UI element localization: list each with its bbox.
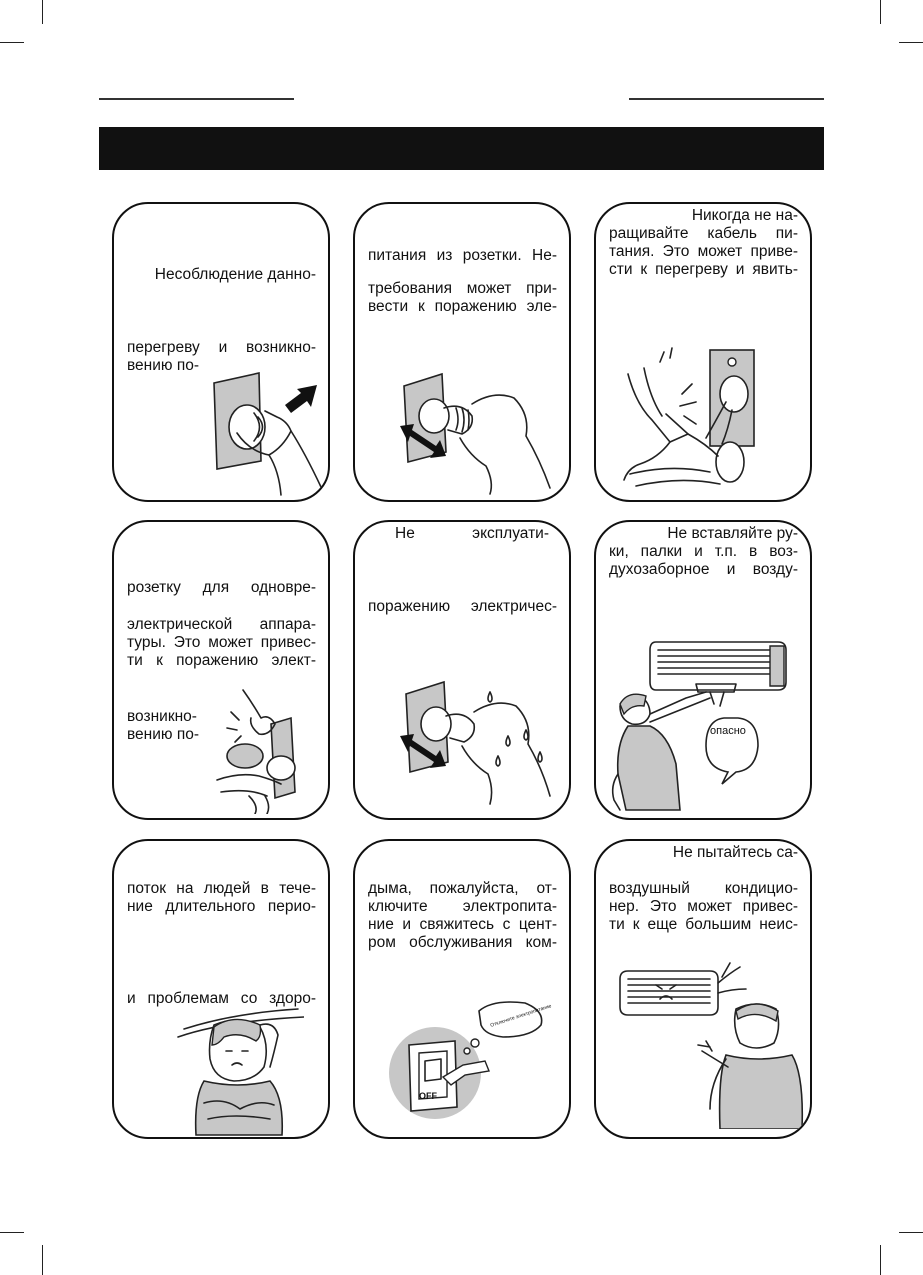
card-text-line: вению по-	[127, 357, 200, 374]
plug-insert-illustration	[209, 369, 329, 499]
warning-card-9	[594, 839, 812, 1139]
card-text-line: ки, палки и т.п. в воз-	[609, 543, 798, 560]
card-text-line: туры. Это может привес-	[127, 634, 316, 651]
warning-card-7	[112, 839, 330, 1139]
switch-off-label: OFF	[419, 1091, 437, 1101]
card-text-line: воздушный кондицио-	[609, 880, 798, 897]
card-text-line: вению по-	[127, 726, 200, 743]
crop-mark	[0, 42, 24, 43]
card-text-line: сти к перегреву и явить-	[609, 261, 798, 278]
card-text-line: и проблемам со здоро-	[127, 990, 316, 1007]
warning-card-4	[112, 520, 330, 820]
crop-mark	[0, 1232, 24, 1233]
warning-card-6	[594, 520, 812, 820]
crop-mark	[42, 0, 43, 24]
wet-hands-socket-illustration	[390, 672, 560, 812]
header-rule-left	[99, 98, 294, 100]
crop-mark	[899, 1232, 923, 1233]
section-banner	[99, 127, 824, 170]
card-text-line: тания. Это может приве-	[609, 243, 798, 260]
card-text-line: ние длительного перио-	[127, 898, 316, 915]
crop-mark	[42, 1245, 43, 1275]
card-text-line: Не эксплуати-	[395, 525, 549, 542]
cutting-cable-illustration	[610, 344, 800, 494]
cold-person-illustration	[174, 1001, 304, 1136]
card-text-line: поток на людей в тече-	[127, 880, 316, 897]
warning-card-2	[353, 202, 571, 502]
card-text-line: нер. Это может привес-	[609, 898, 798, 915]
crop-mark	[880, 1245, 881, 1275]
crop-mark	[880, 0, 881, 24]
warning-card-8	[353, 839, 571, 1139]
warning-card-3	[594, 202, 812, 502]
card-text-line: розетку для одновре-	[127, 579, 316, 596]
card-text-line: Не пытайтесь са-	[672, 844, 798, 861]
plug-pull-illustration	[390, 364, 560, 499]
hand-in-air-conditioner-illustration	[606, 634, 806, 814]
card-text-line: ти к еще большим неис-	[609, 916, 798, 933]
card-text-line: ключите электропита-	[368, 898, 557, 915]
card-text-line: вести к поражению эле-	[368, 298, 557, 315]
card-text-line: ние и свяжитесь с цент-	[368, 916, 557, 933]
card-text-line: духозаборное и возду-	[609, 561, 798, 578]
card-text-line: Несоблюдение данно-	[154, 266, 316, 283]
warning-card-5	[353, 520, 571, 820]
card-text-line: дыма, пожалуйста, от-	[368, 880, 557, 897]
card-text-line: ти к поражению элект-	[127, 652, 316, 669]
header-rule-right	[629, 98, 824, 100]
card-text-line: требования может при-	[368, 280, 557, 297]
card-text-line: питания из розетки. Не-	[368, 247, 557, 264]
card-text-line: Никогда не на-	[691, 207, 798, 224]
card-text-line: перегреву и возникно-	[127, 339, 316, 356]
warning-card-1	[112, 202, 330, 502]
card-text-line: ращивайте кабель пи-	[609, 225, 798, 242]
card-text-line: Не вставляйте ру-	[667, 525, 798, 542]
overloaded-socket-illustration	[209, 684, 319, 814]
danger-bubble-label: опасно	[710, 725, 746, 737]
card-text-line: электрической аппара-	[127, 616, 316, 633]
card-text-line: поражению электричес-	[368, 598, 557, 615]
self-repair-illustration	[606, 959, 806, 1129]
crop-mark	[899, 42, 923, 43]
switch-off-bubble-text: Отключите электропитание	[489, 1003, 553, 1029]
card-text-line: ром обслуживания ком-	[368, 934, 557, 951]
card-text-line: возникно-	[127, 708, 197, 725]
